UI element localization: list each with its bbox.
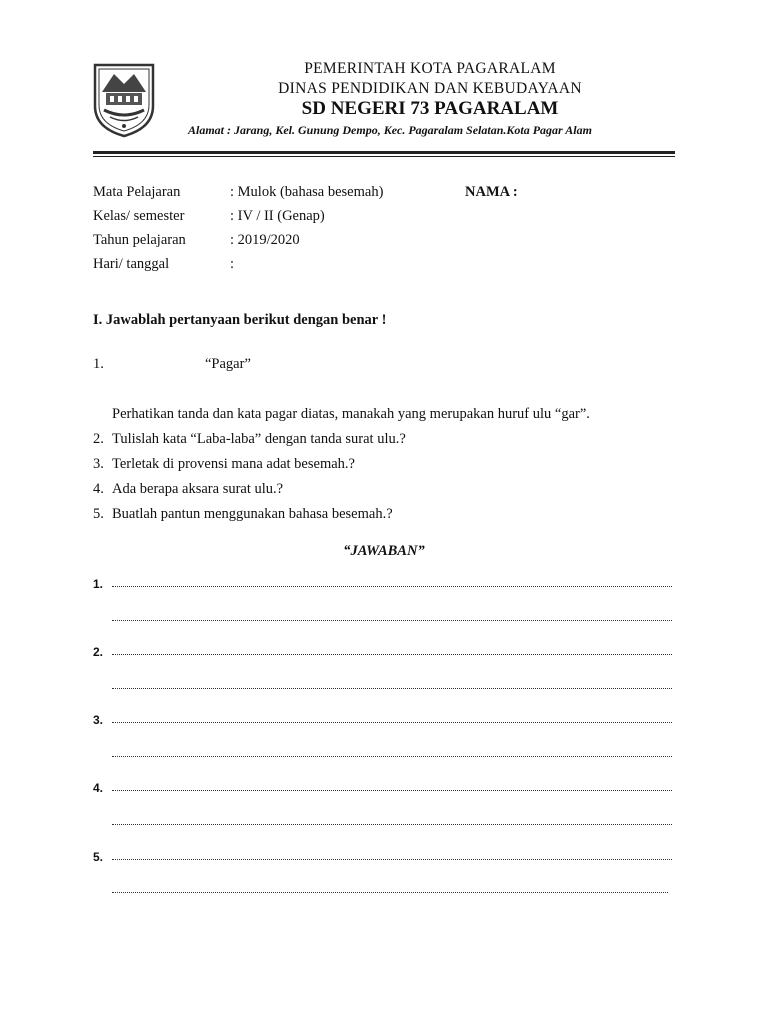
question-1-number: 1. [93,356,104,372]
question-number: 5. [93,506,104,522]
day-date-value: : [230,256,235,272]
answer-line[interactable] [112,722,672,723]
government-title: PEMERINTAH KOTA PAGARALAM [304,60,556,77]
answer-line[interactable] [112,688,672,689]
answer-number: 1. [93,577,104,591]
day-date-label: Hari/ tanggal [93,256,170,272]
academic-year-label: Tahun pelajaran [93,232,186,248]
answer-number: 2. [93,645,104,659]
answer-line[interactable] [112,790,672,791]
header-divider-thick [93,151,675,154]
question-text: Buatlah pantun menggunakan bahasa besemah.? [112,506,393,522]
city-emblem-logo [92,62,156,138]
question-text: Ada berapa aksara surat ulu.? [112,481,284,497]
question-1-text: Perhatikan tanda dan kata pagar diatas, manakah yang merupakan huruf ulu “gar”. [112,406,590,422]
answer-line[interactable] [112,756,672,757]
answer-line[interactable] [112,859,672,860]
question-number: 4. [93,481,104,497]
answer-line[interactable] [112,620,672,621]
answer-number: 3. [93,713,104,727]
header-divider-thin [93,156,675,157]
class-semester-label: Kelas/ semester [93,208,185,224]
subject-label: Mata Pelajaran [93,184,181,200]
answer-line[interactable] [112,586,672,587]
subject-value: : Mulok (bahasa besemah) [230,184,384,200]
answer-number: 4. [93,781,104,795]
question-text: Terletak di provensi mana adat besemah.? [112,456,355,472]
school-name: SD NEGERI 73 PAGARALAM [301,98,559,119]
answer-number: 5. [93,850,104,864]
answer-line[interactable] [112,892,668,893]
section-instruction: I. Jawablah pertanyaan berikut dengan benar ! [93,312,387,328]
school-address: Alamat : Jarang, Kel. Gunung Dempo, Kec. Pagaralam Selatan.Kota Pagar Alam [188,123,592,137]
question-1-word: “Pagar” [205,356,251,372]
answer-line[interactable] [112,654,672,655]
answer-section-title: “JAWABAN” [343,543,425,559]
academic-year-value: : 2019/2020 [230,232,300,248]
question-text: Tulislah kata “Laba-laba” dengan tanda surat ulu.? [112,431,406,447]
question-number: 3. [93,456,104,472]
department-title: DINAS PENDIDIKAN DAN KEBUDAYAAN [278,80,582,97]
question-number: 2. [93,431,104,447]
answer-line[interactable] [112,824,672,825]
class-semester-value: : IV / II (Genap) [230,208,325,224]
name-label: NAMA : [465,184,518,200]
